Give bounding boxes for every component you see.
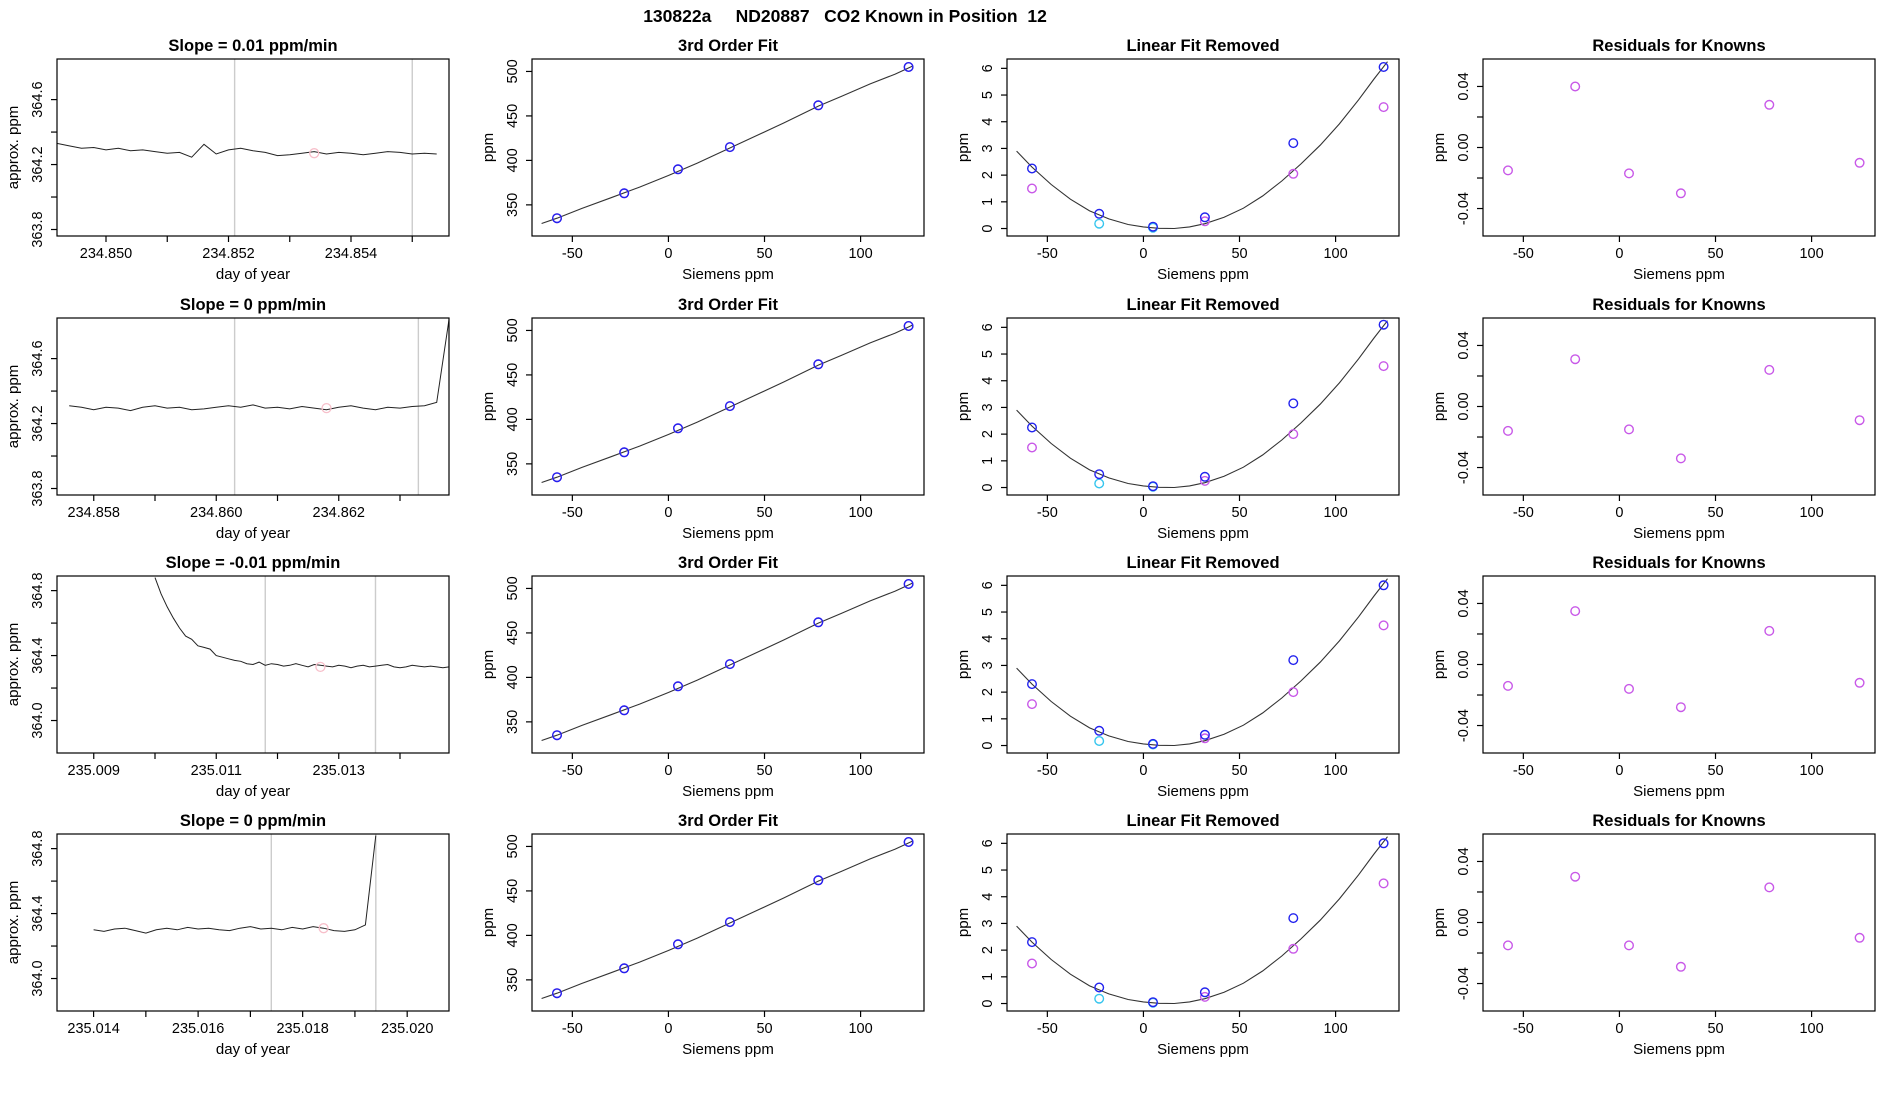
y-tick-label: 500	[505, 318, 521, 343]
y-axis-label: ppm	[955, 132, 972, 163]
x-axis-label: day of year	[215, 1041, 291, 1058]
panel-title: Linear Fit Removed	[1126, 554, 1280, 572]
fit-curve	[1017, 321, 1388, 488]
x-tick-label: 100	[1799, 763, 1824, 779]
plot-frame	[1007, 59, 1399, 236]
y-tick-label: 364.6	[30, 340, 46, 377]
y-tick-label: 3	[980, 403, 996, 412]
data-point-fit_magenta	[1625, 685, 1634, 694]
x-tick-label: -50	[1036, 505, 1058, 521]
panel-r4c2	[480, 812, 924, 1058]
x-axis-label: Siemens ppm	[1157, 783, 1249, 800]
y-tick-label: 0.00	[1456, 650, 1472, 679]
data-point-known_blue	[1379, 320, 1388, 329]
data-point-fit_magenta	[1028, 443, 1037, 452]
y-tick-label: 2	[980, 688, 996, 697]
panel-r4c4	[1431, 812, 1875, 1058]
x-tick-label: 0	[664, 505, 673, 521]
x-tick-label: -50	[561, 763, 583, 779]
x-axis-label: day of year	[215, 266, 291, 283]
y-axis-label: ppm	[955, 391, 972, 422]
data-point-fit_magenta	[1571, 82, 1580, 91]
data-point-fit_magenta	[1504, 427, 1513, 436]
panel-title: 3rd Order Fit	[678, 554, 778, 572]
x-tick-label: -50	[1512, 505, 1534, 521]
plot-frame	[57, 59, 449, 236]
data-point-known_blue	[1095, 983, 1104, 992]
x-axis-label: Siemens ppm	[1633, 1041, 1725, 1058]
x-tick-label: 234.852	[202, 246, 255, 262]
data-point-fit_magenta	[1765, 627, 1774, 636]
data-point-fit_magenta	[1379, 621, 1388, 630]
y-tick-label: 4	[980, 117, 996, 126]
y-axis-label: approx. ppm	[5, 622, 22, 707]
x-tick-label: 0	[1139, 763, 1148, 779]
x-tick-label: 50	[756, 1021, 773, 1037]
x-tick-label: 100	[1323, 1021, 1348, 1037]
panel-r2c2	[480, 296, 924, 542]
timeseries-trace	[94, 836, 376, 934]
y-tick-label: 0.00	[1456, 908, 1472, 937]
y-axis-label: ppm	[480, 649, 497, 680]
panel-title: Linear Fit Removed	[1126, 37, 1280, 55]
x-tick-label: 235.018	[276, 1021, 329, 1037]
panel-r4c3	[955, 812, 1399, 1058]
plot-frame	[1483, 576, 1875, 753]
y-tick-label: 6	[980, 581, 996, 590]
x-tick-label: 50	[1231, 1021, 1248, 1037]
panel-r2c3	[955, 296, 1399, 542]
y-tick-label: 400	[505, 407, 521, 432]
x-tick-label: 0	[1615, 246, 1624, 262]
y-tick-label: 5	[980, 866, 996, 875]
y-tick-label: 450	[505, 103, 521, 129]
data-point-known_blue	[674, 682, 683, 691]
data-point-fit_magenta	[1677, 703, 1686, 712]
x-axis-label: Siemens ppm	[1157, 1041, 1249, 1058]
data-point-fit_magenta	[1765, 366, 1774, 375]
panel-title: Residuals for Knowns	[1592, 812, 1766, 830]
x-tick-label: 235.020	[380, 1021, 434, 1037]
x-tick-label: 0	[664, 246, 673, 262]
y-tick-label: 2	[980, 946, 996, 955]
y-tick-label: 500	[505, 834, 521, 859]
data-point-fit_magenta	[1571, 872, 1580, 881]
data-point-fit_magenta	[1504, 166, 1513, 175]
y-tick-label: 3	[980, 919, 996, 928]
data-point-fit_magenta	[1677, 454, 1686, 463]
data-point-extra_cyan	[1095, 994, 1104, 1003]
y-tick-label: 1	[980, 972, 996, 981]
y-tick-label: 350	[505, 451, 521, 476]
data-point-fit_magenta	[1571, 355, 1580, 364]
x-tick-label: -50	[1512, 1021, 1534, 1037]
x-tick-label: 0	[1615, 763, 1624, 779]
data-point-fit_magenta	[1677, 963, 1686, 972]
y-axis-label: ppm	[955, 907, 972, 938]
x-tick-label: 234.860	[190, 505, 243, 521]
x-tick-label: 50	[1707, 505, 1724, 521]
y-axis-label: ppm	[480, 132, 497, 163]
x-axis-label: day of year	[215, 783, 291, 800]
data-point-fit_magenta	[1855, 679, 1864, 688]
x-tick-label: 100	[1799, 505, 1824, 521]
x-tick-label: 234.854	[324, 246, 378, 262]
x-axis-label: Siemens ppm	[1633, 525, 1725, 542]
fit-curve	[1017, 62, 1388, 229]
plot-frame	[1483, 834, 1875, 1011]
data-point-known_blue	[1289, 139, 1298, 148]
x-tick-label: 0	[1139, 1021, 1148, 1037]
y-tick-label: 0.00	[1456, 392, 1472, 421]
data-point-fit_magenta	[1625, 169, 1634, 178]
y-tick-label: 1	[980, 197, 996, 206]
x-tick-label: 0	[1139, 505, 1148, 521]
data-point-extra_cyan	[1095, 219, 1104, 228]
y-axis-label: ppm	[1431, 132, 1448, 163]
panel-title: Linear Fit Removed	[1126, 296, 1280, 314]
timeseries-trace	[69, 320, 449, 411]
data-point-known_blue	[1379, 839, 1388, 848]
y-tick-label: 500	[505, 59, 521, 84]
x-tick-label: 100	[1799, 246, 1824, 262]
x-tick-label: 100	[848, 1021, 873, 1037]
x-tick-label: 50	[1707, 763, 1724, 779]
y-tick-label: -0.04	[1456, 451, 1472, 485]
x-tick-label: 100	[848, 763, 873, 779]
panel-title: Slope = 0 ppm/min	[179, 296, 327, 314]
x-tick-label: 234.858	[67, 505, 120, 521]
y-tick-label: 500	[505, 576, 521, 601]
y-tick-label: 0	[980, 999, 996, 1008]
y-tick-label: 450	[505, 878, 521, 904]
highlight-marker	[322, 404, 331, 413]
y-tick-label: 0	[980, 483, 996, 492]
y-tick-label: 2	[980, 430, 996, 439]
panel-r3c3	[955, 554, 1399, 800]
x-tick-label: 50	[756, 505, 773, 521]
data-point-fit_magenta	[1765, 101, 1774, 110]
x-axis-label: Siemens ppm	[1633, 266, 1725, 283]
x-tick-label: -50	[1512, 763, 1534, 779]
y-tick-label: 364.4	[30, 895, 46, 932]
panel-title: Residuals for Knowns	[1592, 37, 1766, 55]
data-point-fit_magenta	[1855, 159, 1864, 168]
data-point-fit_magenta	[1855, 416, 1864, 425]
y-tick-label: 0.04	[1456, 589, 1472, 618]
x-tick-label: -50	[561, 505, 583, 521]
y-tick-label: 5	[980, 608, 996, 617]
x-tick-label: 100	[848, 505, 873, 521]
data-point-known_blue	[674, 940, 683, 949]
data-point-fit_magenta	[1028, 959, 1037, 968]
data-point-fit_magenta	[1855, 934, 1864, 943]
panel-title: Residuals for Knowns	[1592, 554, 1766, 572]
y-tick-label: 364.8	[30, 830, 46, 867]
x-axis-label: Siemens ppm	[682, 266, 774, 283]
data-point-known_blue	[1289, 399, 1298, 408]
panel-r1c4	[1431, 37, 1875, 283]
x-axis-label: day of year	[215, 525, 291, 542]
panel-title: 3rd Order Fit	[678, 296, 778, 314]
y-tick-label: 364.8	[30, 572, 46, 609]
x-tick-label: 50	[756, 246, 773, 262]
y-axis-label: ppm	[1431, 649, 1448, 680]
x-tick-label: 100	[1323, 246, 1348, 262]
x-axis-label: Siemens ppm	[1157, 266, 1249, 283]
x-tick-label: 0	[1615, 1021, 1624, 1037]
data-point-known_blue	[674, 424, 683, 433]
x-tick-label: 50	[1707, 1021, 1724, 1037]
data-point-fit_magenta	[1379, 103, 1388, 112]
x-tick-label: 50	[756, 763, 773, 779]
x-axis-label: Siemens ppm	[1157, 525, 1249, 542]
data-point-fit_magenta	[1571, 607, 1580, 616]
y-tick-label: 350	[505, 709, 521, 734]
x-axis-label: Siemens ppm	[682, 525, 774, 542]
plot-frame	[57, 318, 449, 495]
y-axis-label: approx. ppm	[5, 105, 22, 190]
plot-frame	[1007, 318, 1399, 495]
x-tick-label: 235.014	[67, 1021, 120, 1037]
y-tick-label: 0.04	[1456, 72, 1472, 101]
x-tick-label: 235.009	[67, 763, 120, 779]
plot-frame	[1007, 834, 1399, 1011]
y-tick-label: 3	[980, 661, 996, 670]
x-tick-label: 0	[1139, 246, 1148, 262]
x-tick-label: -50	[561, 246, 583, 262]
y-tick-label: 450	[505, 362, 521, 388]
y-axis-label: ppm	[955, 649, 972, 680]
x-tick-label: 100	[1323, 763, 1348, 779]
data-point-known_blue	[1289, 656, 1298, 665]
x-tick-label: 0	[664, 763, 673, 779]
timeseries-trace	[155, 578, 449, 668]
x-tick-label: 50	[1231, 246, 1248, 262]
y-axis-label: approx. ppm	[5, 364, 22, 449]
y-tick-label: 4	[980, 634, 996, 643]
x-tick-label: -50	[1036, 763, 1058, 779]
x-tick-label: 100	[1323, 505, 1348, 521]
y-tick-label: 450	[505, 620, 521, 646]
x-tick-label: 50	[1707, 246, 1724, 262]
y-tick-label: 3	[980, 144, 996, 153]
y-tick-label: 1	[980, 456, 996, 465]
plot-frame	[57, 834, 449, 1011]
x-tick-label: 234.862	[312, 505, 365, 521]
y-tick-label: 364.2	[30, 146, 46, 183]
y-axis-label: approx. ppm	[5, 880, 22, 965]
x-tick-label: 0	[1615, 505, 1624, 521]
panel-r1c3	[955, 37, 1399, 283]
y-axis-label: ppm	[480, 391, 497, 422]
y-tick-label: 350	[505, 967, 521, 992]
x-tick-label: -50	[1512, 246, 1534, 262]
data-point-known_blue	[1028, 423, 1037, 432]
highlight-marker	[316, 662, 325, 671]
x-tick-label: -50	[1036, 1021, 1058, 1037]
data-point-fit_magenta	[1625, 941, 1634, 950]
y-tick-label: 364.4	[30, 637, 46, 674]
y-tick-label: 6	[980, 839, 996, 848]
x-tick-label: 235.013	[312, 763, 365, 779]
data-point-fit_magenta	[1028, 700, 1037, 709]
data-point-fit_magenta	[1677, 189, 1686, 198]
plot-frame	[1007, 576, 1399, 753]
y-tick-label: 364.0	[30, 960, 46, 997]
y-axis-label: ppm	[480, 907, 497, 938]
y-tick-label: -0.04	[1456, 967, 1472, 1001]
plot-frame	[1483, 59, 1875, 236]
data-point-extra_cyan	[1095, 737, 1104, 746]
data-point-known_blue	[674, 165, 683, 174]
y-tick-label: 364.6	[30, 81, 46, 118]
panel-r2c1	[5, 296, 449, 542]
data-point-fit_magenta	[1765, 883, 1774, 892]
data-point-fit_magenta	[1379, 879, 1388, 888]
data-point-fit_magenta	[1504, 682, 1513, 691]
x-tick-label: 100	[1799, 1021, 1824, 1037]
y-tick-label: 363.8	[30, 211, 46, 248]
y-tick-label: 0	[980, 224, 996, 233]
fit-curve	[1017, 579, 1388, 746]
fit-curve	[1017, 837, 1388, 1004]
y-tick-label: 400	[505, 148, 521, 173]
y-tick-label: 5	[980, 91, 996, 100]
panel-title: 3rd Order Fit	[678, 812, 778, 830]
panel-r1c1	[5, 37, 449, 283]
panel-title: 3rd Order Fit	[678, 37, 778, 55]
x-tick-label: 234.850	[79, 246, 133, 262]
x-tick-label: 235.011	[190, 763, 242, 779]
figure-title: 130822a ND20887 CO2 Known in Position 12	[643, 6, 1047, 26]
y-tick-label: 400	[505, 665, 521, 690]
y-tick-label: 0	[980, 741, 996, 750]
timeseries-trace	[57, 143, 437, 157]
y-tick-label: 0.04	[1456, 847, 1472, 876]
y-tick-label: 350	[505, 192, 521, 217]
data-point-known_blue	[1028, 164, 1037, 173]
y-tick-label: 6	[980, 323, 996, 332]
y-tick-label: 364.2	[30, 405, 46, 442]
data-point-known_blue	[1379, 581, 1388, 590]
panel-title: Linear Fit Removed	[1126, 812, 1280, 830]
y-tick-label: 0.04	[1456, 331, 1472, 360]
panel-title: Slope = 0.01 ppm/min	[168, 37, 338, 55]
x-axis-label: Siemens ppm	[682, 783, 774, 800]
y-tick-label: 6	[980, 64, 996, 73]
x-tick-label: 100	[848, 246, 873, 262]
panel-r3c2	[480, 554, 924, 800]
x-tick-label: -50	[1036, 246, 1058, 262]
panel-r3c1	[5, 554, 449, 800]
data-point-fit_magenta	[1028, 184, 1037, 193]
data-point-fit_magenta	[1289, 430, 1298, 439]
y-tick-label: 364.0	[30, 702, 46, 739]
data-point-fit_magenta	[1289, 688, 1298, 697]
x-axis-label: Siemens ppm	[1633, 783, 1725, 800]
y-tick-label: -0.04	[1456, 192, 1472, 226]
y-axis-label: ppm	[1431, 391, 1448, 422]
y-tick-label: 1	[980, 714, 996, 723]
panel-r2c4	[1431, 296, 1875, 542]
y-axis-label: ppm	[1431, 907, 1448, 938]
data-point-known_blue	[1289, 914, 1298, 923]
data-point-fit_magenta	[1504, 941, 1513, 950]
y-tick-label: 4	[980, 892, 996, 901]
panel-r3c4	[1431, 554, 1875, 800]
y-tick-label: 2	[980, 171, 996, 180]
panel-title: Residuals for Knowns	[1592, 296, 1766, 314]
panel-r1c2	[480, 37, 924, 283]
data-point-fit_magenta	[1379, 362, 1388, 371]
y-tick-label: 0.00	[1456, 133, 1472, 162]
plot-frame	[1483, 318, 1875, 495]
x-tick-label: 235.016	[171, 1021, 225, 1037]
y-tick-label: 363.8	[30, 470, 46, 507]
y-tick-label: -0.04	[1456, 709, 1472, 743]
x-axis-label: Siemens ppm	[682, 1041, 774, 1058]
y-tick-label: 5	[980, 350, 996, 359]
panel-title: Slope = 0 ppm/min	[179, 812, 327, 830]
panel-r4c1	[5, 812, 449, 1058]
data-point-extra_cyan	[1095, 479, 1104, 488]
x-tick-label: 0	[664, 1021, 673, 1037]
data-point-fit_magenta	[1625, 425, 1634, 434]
x-tick-label: -50	[561, 1021, 583, 1037]
y-tick-label: 400	[505, 923, 521, 948]
panel-title: Slope = -0.01 ppm/min	[165, 554, 341, 572]
x-tick-label: 50	[1231, 763, 1248, 779]
x-tick-label: 50	[1231, 505, 1248, 521]
highlight-marker	[310, 149, 319, 158]
y-tick-label: 4	[980, 376, 996, 385]
